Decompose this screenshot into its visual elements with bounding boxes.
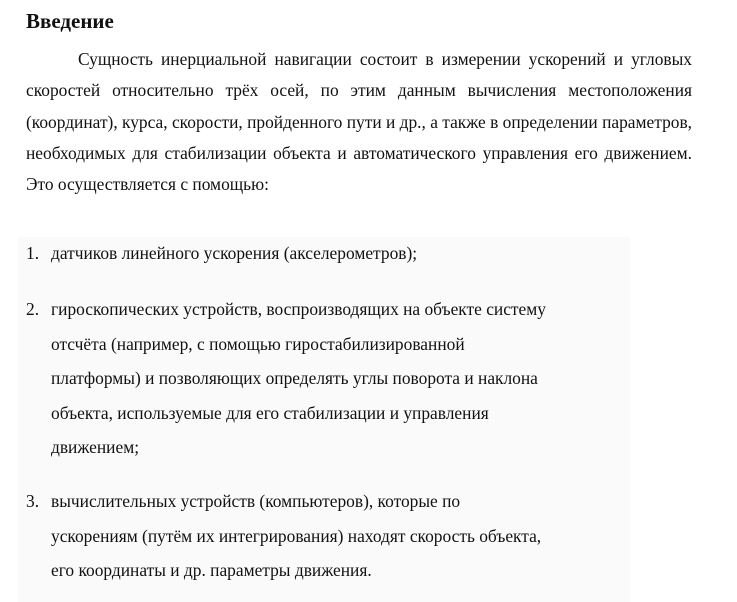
intro-paragraph: Сущность инерциальной навигации состоит в измерении ускорений и угловых скоростей относительно трёх осей, по этим данным вычисления местоположения (координат), курса, скорости, пройденного пути и др., а также в определении параметров, необходимых для стабилизации объекта и автоматического управления его движением. Это осуществляется с помощью: (26, 49, 693, 195)
list-item (26, 484, 641, 588)
list-item-number: 3. (26, 491, 40, 511)
list-item (26, 292, 641, 465)
list-item-line: платформы) и позволяющих определять углы поворота и наклона (51, 368, 538, 388)
list-item-line: его координаты и др. параметры движения. (51, 560, 372, 580)
list-item-line: гироскопических устройств, воспроизводящих на объекте систему (51, 299, 546, 319)
list-item-line: ускорениям (путём их интегрирования) находят скорость объекта, (51, 525, 542, 546)
section-heading: Введение (26, 9, 114, 33)
list-item-number: 2. (26, 299, 40, 319)
list-item-number: 1. (26, 243, 40, 263)
list-item-line: движением; (51, 437, 140, 457)
list-item-line: отсчёта (например, с помощью гиростабилизированной (51, 333, 465, 354)
list-item-line: датчиков линейного ускорения (акселерометров); (51, 243, 418, 263)
list-item-line: вычислительных устройств (компьютеров), которые по (51, 491, 461, 511)
list-item-line: объекта, используемые для его стабилизации и управления (51, 402, 489, 423)
list-item (26, 236, 641, 271)
